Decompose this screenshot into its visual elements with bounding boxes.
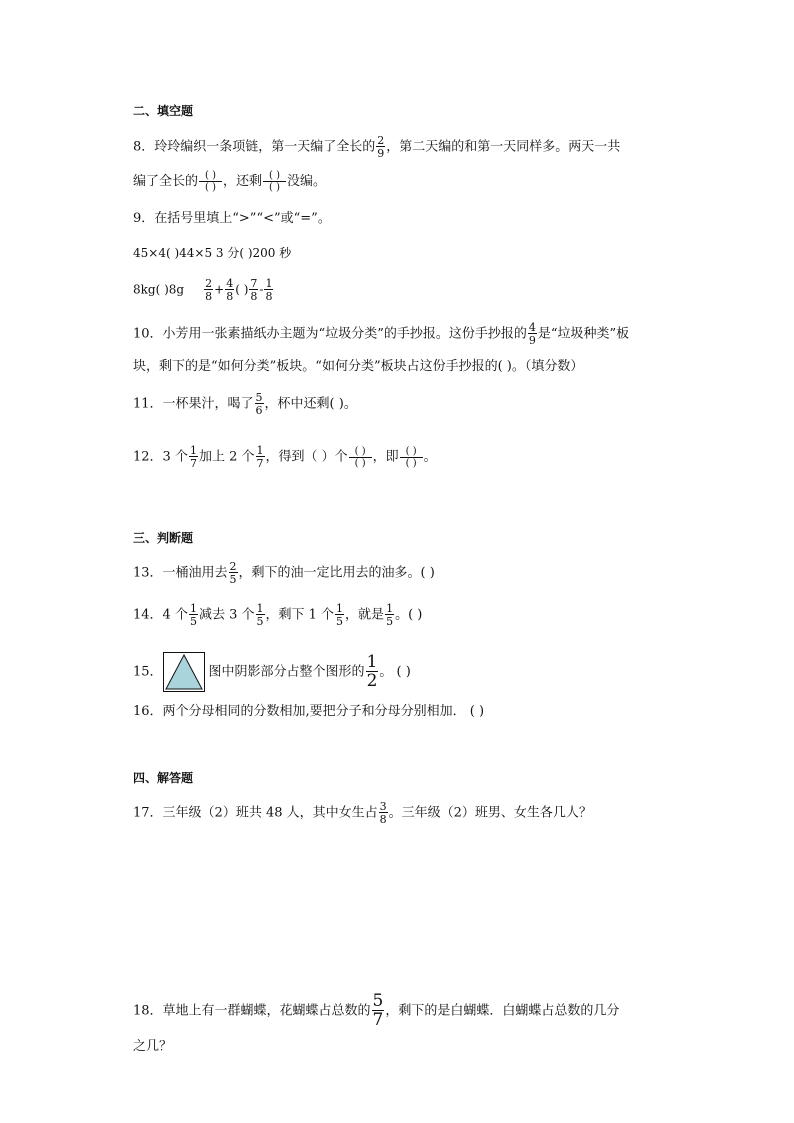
fraction-4-9: $\frac{4}{9}$: [528, 321, 536, 347]
q12-text-c: ，得到（ ）个: [265, 449, 348, 465]
q15-text-a: 15．: [133, 664, 163, 680]
q14-text-e: 。( ): [395, 607, 423, 623]
fraction-2-9: $\frac{2}{9}$: [377, 134, 385, 160]
q10-text-a: 10．小芳用一张素描纸办主题为“垃圾分类”的手抄报。这份手抄报的: [133, 326, 527, 342]
q14-text-b: 减去 3 个: [198, 607, 255, 623]
q8-text-e: 没编。: [287, 174, 327, 189]
q8-text-d: ，还剩: [223, 174, 263, 189]
q13-text-a: 13．一桶油用去: [133, 565, 228, 581]
answer-fraction-blank[interactable]: $\frac{( )}{( )}$: [400, 446, 423, 469]
fraction-2-8: $\frac{2}{8}$: [205, 277, 213, 303]
answer-paren[interactable]: ( ): [235, 282, 249, 297]
q14-text-c: ，剩下 1 个: [265, 607, 335, 623]
question-11: [133, 392, 357, 416]
q17-text-b: 。三年级（2）班男、女生各几人？: [388, 805, 592, 821]
fraction-2-5: $\frac{2}{5}$: [229, 560, 237, 586]
q11-text-b: ，杯中还剩( )。: [264, 396, 357, 412]
q13-text-b: ，剩下的油一定比用去的油多。( ): [238, 565, 435, 581]
question-16: 16．两个分母相同的分数相加,要把分子和分母分别相加． ( ): [133, 704, 485, 719]
q12-text-b: 加上 2 个: [198, 449, 255, 465]
answer-fraction-blank[interactable]: $\frac{( )}{( )}$: [199, 170, 222, 193]
fraction-1-8: $\frac{1}{8}$: [265, 277, 273, 303]
q18-text-a: 18．草地上有一群蝴蝶，花蝴蝶占总数的: [133, 1003, 371, 1019]
section-title-judge: 三、判断题: [133, 531, 194, 545]
q14-text-d: ，就是: [345, 607, 385, 623]
answer-fraction-blank[interactable]: $\frac{( )}{( )}$: [349, 446, 372, 469]
question-18-line-1: [133, 993, 619, 1029]
fraction-4-8: $\frac{4}{8}$: [226, 277, 234, 303]
question-8-line-1: [133, 135, 620, 159]
fraction-1-5: $\frac{1}{5}$: [256, 602, 264, 628]
q18-text-b: ，剩下的是白蝴蝶．白蝴蝶占总数的几分: [385, 1003, 620, 1019]
fraction-1-2: $\frac{1}{2}$: [366, 652, 378, 691]
fraction-1-5: $\frac{1}{5}$: [386, 602, 394, 628]
fraction-1-5: $\frac{1}{5}$: [336, 602, 344, 628]
question-15: [133, 652, 411, 692]
question-9-row-1: 45×4( )44×5 3 分( )200 秒: [133, 246, 292, 260]
q8-text-b: ，第二天编的和第一天同样多。两天一共: [386, 139, 621, 155]
fraction-1-7: $\frac{1}{7}$: [256, 444, 264, 470]
fraction-7-8: $\frac{7}{8}$: [250, 277, 258, 303]
q14-text-a: 14．4 个: [133, 607, 188, 623]
shaded-triangle: [166, 655, 202, 689]
q12-text-a: 12．3 个: [133, 449, 188, 465]
q17-text-a: 17．三年级（2）班共 48 人，其中女生占: [133, 805, 378, 821]
question-9-row-2: [133, 278, 274, 302]
section-title-fill-in: 二、填空题: [133, 104, 194, 118]
q15-text-c: 。 ( ): [379, 664, 411, 680]
q12-text-d: ，即: [372, 449, 399, 465]
q12-text-e: 。: [423, 449, 437, 465]
fraction-3-8: $\frac{3}{8}$: [379, 800, 387, 826]
question-8-line-2: [133, 170, 326, 193]
fraction-1-7: $\frac{1}{7}$: [189, 444, 197, 470]
answer-fraction-blank[interactable]: $\frac{( )}{( )}$: [263, 170, 286, 193]
question-9: 9．在括号里填上“>”“<”或“=”。: [133, 211, 331, 226]
question-12: [133, 445, 437, 469]
fraction-5-6: $\frac{5}{6}$: [255, 391, 263, 417]
question-10-line-1: [133, 322, 629, 346]
question-14: [133, 603, 422, 627]
fraction-1-5: $\frac{1}{5}$: [189, 602, 197, 628]
q15-text-b: 图中阴影部分占整个图形的: [208, 664, 365, 680]
question-13: [133, 561, 435, 585]
q8-text-a: 8．玲玲编织一条项链，第一天编了全长的: [133, 139, 376, 155]
question-17: [133, 801, 592, 825]
minus-sign: -: [259, 282, 264, 297]
triangle-figure: [163, 652, 205, 692]
q8-text-c: 编了全长的: [133, 174, 199, 189]
section-title-answer: 四、解答题: [133, 771, 194, 785]
question-10-line-2: 块，剩下的是“如何分类”板块。“如何分类”板块占这份手抄报的( )。（填分数）: [133, 359, 584, 374]
plus-sign: +: [214, 282, 225, 297]
q10-text-b: 是“垃圾种类”板: [537, 326, 630, 342]
q11-text-a: 11．一杯果汁，喝了: [133, 396, 254, 412]
fraction-5-7: $\frac{5}{7}$: [372, 991, 384, 1030]
question-18-line-2: 之几？: [133, 1039, 173, 1054]
q9-row2-compare-1: 8kg( )8g: [133, 282, 185, 297]
